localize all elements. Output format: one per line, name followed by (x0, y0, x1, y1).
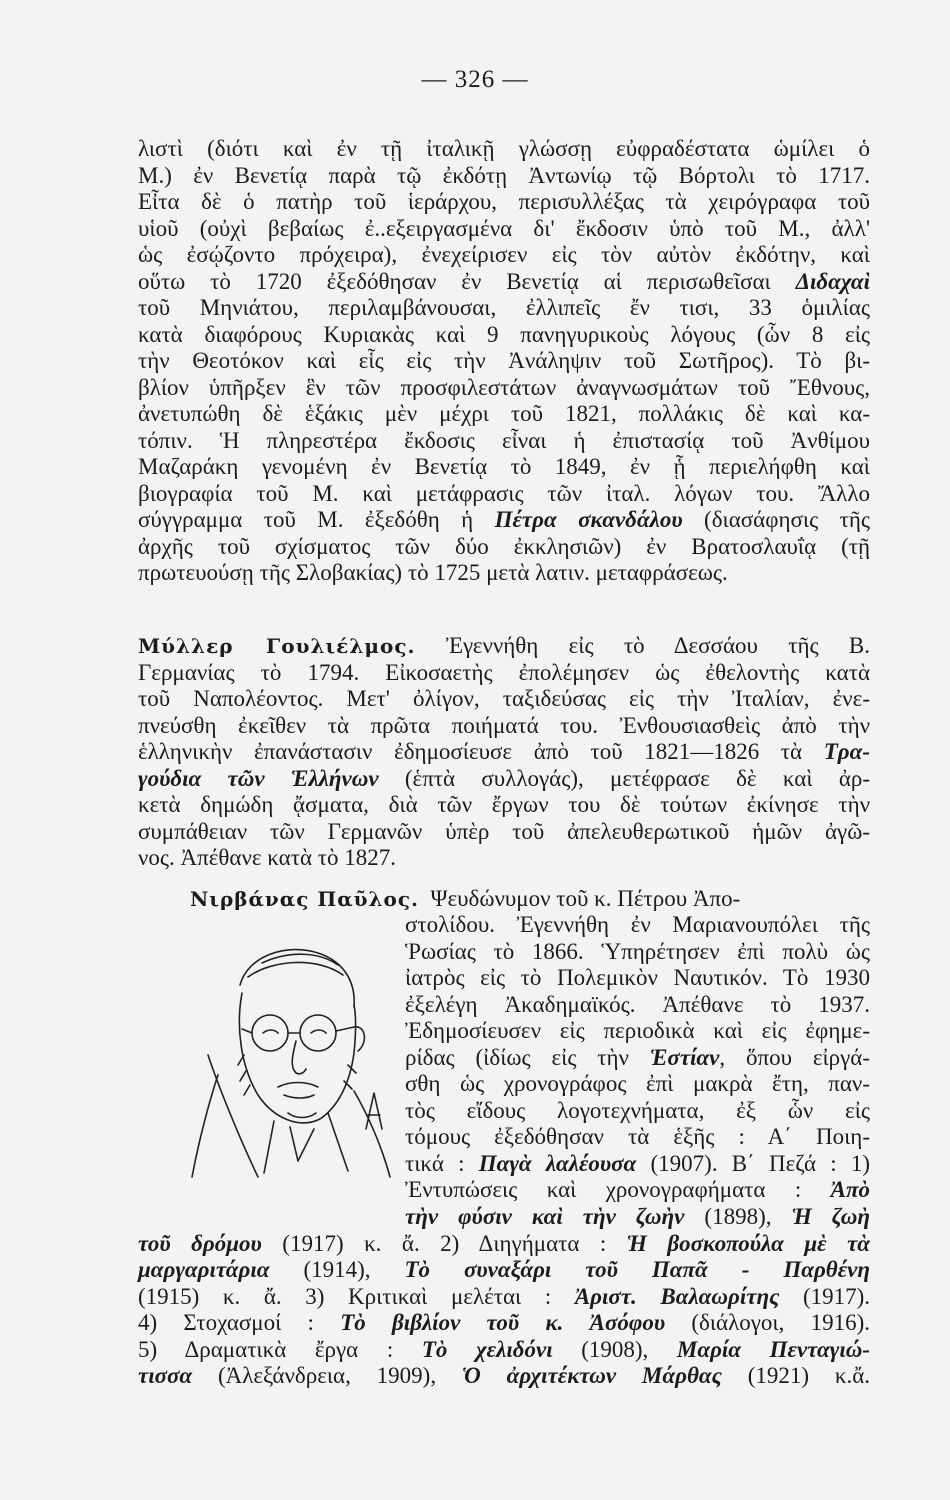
text-line: ἰατρὸς εἰς τὸ Πολεμικὸν Ναυτικόν. Τὸ 1930 (405, 965, 870, 990)
text-line (138, 269, 870, 296)
text-line: λιστὶ (διότι καὶ ἐν τῇ ἰταλικῇ γλώσσῃ εὐφραδέστατα ὡμίλει ὁ (138, 136, 870, 161)
text-line (138, 766, 870, 793)
text-segment: οὕτω τὸ 1720 ἐξεδόθησαν ἐν Βενετίᾳ αἱ περισωθεῖσαι (138, 268, 771, 294)
text-segment: (1908), (581, 1336, 649, 1362)
text-line (405, 1045, 870, 1072)
text-segment: (διάλογοι, 1916). (691, 1310, 871, 1335)
text-line: τόπιν. Ἡ πληρεστέρα ἔκδοσις εἶναι ἡ ἐπιστασίᾳ τοῦ Ἀνθίμου (138, 427, 870, 453)
text-segment: τικά : (405, 1150, 465, 1176)
title-ton-ellinon: γούδια τῶν Ἑλλήνων (138, 765, 379, 791)
text-line: τοῦ Μηνιάτου, περιλαμβάνουσαι, ἐλλιπεῖς ἔν τισι, 33 ὁμιλίας (138, 295, 870, 320)
title-didachai: Διδαχαὶ (795, 268, 870, 294)
text-segment: 5) Δραματικὰ ἔργα : (138, 1336, 394, 1362)
text-segment: (Ἀλεξάνδρεια, 1909), (217, 1363, 437, 1388)
title-voskopoula: Ἡ βοσκοπούλα μὲ τὰ (626, 1230, 871, 1256)
text-line: ἀνετυπώθη δὲ ἑξάκις μὲν μέχρι τοῦ 1821, πολλάκις δὲ καὶ κα- (138, 401, 870, 426)
text-line (138, 1363, 870, 1390)
title-i-zoi: Ἡ ζωὴ (791, 1204, 871, 1229)
title-synaxari: Τὸ συναξάρι τοῦ Παπᾶ - Παρθένη (404, 1257, 871, 1282)
text-segment: Ἐγεννήθη εἰς τὸ Δεσσάου τῆς Β. (445, 633, 871, 658)
text-segment: ρίδας (ἰδίως εἰς τὴν (405, 1044, 629, 1070)
title-valaoritis: Ἀριστ. Βαλαωρίτης (574, 1283, 780, 1309)
text-line: Μαζαράκη γενομένη ἐν Βενετίᾳ τὸ 1849, ἐν ᾗ περιελήφθη καὶ (138, 454, 870, 479)
text-line: υἱοῦ (οὐχὶ βεβαίως ἐ..εξειργασμένα δι' ἔκδοσιν ὑπὸ τοῦ Μ., ἀλλ' (138, 215, 870, 241)
title-petra-skandalou: Πέτρα σκανδάλου (494, 507, 683, 532)
text-line (138, 1257, 870, 1284)
text-line: ὡς ἐσῴζοντο πρόχειρα), ἐνεχείρισεν εἰς τὸν αὐτὸν ἐκδότην, καὶ (138, 242, 870, 267)
text-line: τὸς εἴδους λογοτεχνήματα, ἐξ ὧν εἰς (405, 1097, 870, 1123)
text-line: τὴν Θεοτόκον καὶ εἷς εἰς τὴν Ἀνάληψιν τοῦ Σωτῆρος). Τὸ βι- (138, 348, 870, 373)
text-line (405, 1177, 870, 1204)
text-segment: 4) Στοχασμοί : (138, 1310, 314, 1335)
minatis-entry-continuation (138, 136, 870, 587)
text-line: βιογραφία τοῦ Μ. καὶ μετάφρασις τῶν ἰταλ. λόγων του. Ἄλλο (138, 480, 870, 506)
title-estia: Ἑστίαν (649, 1044, 720, 1070)
page-number: — 326 — (421, 66, 529, 93)
title-tissa: τισσα (138, 1363, 193, 1388)
entry-heading-nirvanas: Νιρβάνας Παῦλος. (190, 887, 419, 911)
muller-entry (138, 633, 870, 872)
title-margaritaria: μαργαριτάρια (138, 1257, 270, 1282)
nirvanas-entry-right-column (405, 912, 870, 1204)
text-line: πνεύσθη ἐκεῖθεν τὰ πρῶτα ποιήματά του. Ἐνθουσιασθεὶς ἀπὸ τὴν (138, 712, 870, 738)
text-line: ἐξελέγη Ἀκαδημαϊκός. Ἀπέθανε τὸ 1937. (405, 991, 870, 1017)
text-segment: (1914), (303, 1257, 371, 1282)
text-line (138, 739, 870, 766)
text-segment: (1917). (802, 1283, 871, 1309)
text-segment: , ὅπου εἰργά- (719, 1044, 871, 1070)
text-line: Μ.) ἐν Βενετίᾳ παρὰ τῷ ἐκδότῃ Ἀντωνίῳ τῷ Βόρτολι τὸ 1717. (138, 162, 870, 188)
text-line: ἀρχῆς τοῦ σχίσματος τῶν δύο ἐκκλησιῶν) ἐν Βρατοσλαυΐᾳ (τῇ (138, 533, 870, 559)
text-line: Ἐδημοσίευσεν εἰς περιοδικὰ καὶ εἰς ἐφημε- (405, 1018, 870, 1043)
nirvanas-entry-bibliography (138, 1204, 870, 1390)
nirvanas-heading-line (190, 886, 740, 913)
text-segment: Ψευδώνυμον τοῦ κ. Πέτρου Ἀπο- (430, 886, 741, 911)
text-line: βλίον ὑπῆρξεν ἓν τῶν προσφιλεστάτων ἀναγνωσμάτων τοῦ Ἔθνους, (138, 374, 870, 400)
text-line (405, 1151, 870, 1178)
text-segment: σύγγραμμα τοῦ Μ. ἐξεδόθη ἡ (138, 507, 474, 532)
text-line: τοῦ Ναπολέοντος. Μετ' ὀλίγον, ταξιδεύσας εἰς τὴν Ἰταλίαν, ἐνε- (138, 686, 870, 711)
text-line: σθη ὡς χρονογράφος ἐπὶ μακρὰ ἔτη, παν- (405, 1071, 870, 1096)
text-line (138, 1337, 870, 1364)
text-segment: (διασάφησις τῆς (682, 507, 870, 532)
title-tou-dromou: τοῦ δρόμου (138, 1230, 262, 1256)
text-line: νος. Ἀπέθανε κατὰ τὸ 1827. (138, 845, 396, 870)
title-maria: Μαρία Πενταγιώ- (676, 1336, 871, 1362)
text-segment: Ἐντυπώσεις καὶ χρονογραφήματα : (405, 1177, 802, 1202)
text-line (138, 633, 870, 660)
title-chelidoni: Τὸ χελιδόνι (421, 1336, 553, 1362)
text-line: στολίδου. Ἐγεννήθη ἐν Μαριανουπόλει τῆς (405, 912, 870, 937)
text-line (138, 1204, 870, 1231)
title-vivlion: Τὸ βιβλίον τοῦ κ. Ἀσόφου (340, 1310, 666, 1335)
text-line: Ῥωσίας τὸ 1866. Ὑπηρέτησεν ἐπὶ πολὺ ὡς (405, 938, 870, 964)
title-architekton: Ὁ ἀρχιτέκτων Μάρθας (461, 1363, 722, 1388)
title-paga-laleousa: Παγὰ λαλέουσα (478, 1150, 637, 1176)
text-segment: (ἑπτὰ συλλογάς), μετέφρασε δὲ καὶ ἀρ- (404, 765, 870, 791)
text-line (138, 507, 870, 534)
text-line (138, 1284, 870, 1311)
text-segment: (1917) κ. ἄ. 2) Διηγήματα : (282, 1230, 607, 1256)
text-line: πρωτευούσῃ τῆς Σλοβακίας) τὸ 1725 μετὰ λατιν. μεταφράσεως. (138, 560, 728, 585)
text-line: κετὰ δημώδη ᾄσματα, διὰ τῶν ἔργων του δὲ τούτων ἐκίνησε τὴν (138, 792, 870, 817)
text-segment: ἑλληνικὴν ἐπανάστασιν ἐδημοσίευσε ἀπὸ τοῦ 1821—1826 τὰ (138, 739, 803, 764)
title-tin-fysin: τὴν φύσιν καὶ τὴν ζωὴν (405, 1204, 685, 1229)
title-tragoudia: Τρα- (823, 739, 870, 764)
text-line (138, 1310, 870, 1337)
text-line: τόμους ἐξεδόθησαν τὰ ἑξῆς : Α΄ Ποιη- (405, 1124, 870, 1149)
text-segment: (1907). Β΄ Πεζά : 1) (636, 1150, 870, 1176)
text-line: συμπάθειαν τῶν Γερμανῶν ὑπὲρ τοῦ ἀπελευθερωτικοῦ ἡμῶν ἀγῶ- (138, 818, 870, 844)
text-line (138, 1231, 870, 1258)
sketch-portrait-icon (178, 915, 403, 1183)
text-segment: (1921) κ.ἄ. (747, 1363, 870, 1388)
text-segment: (1898), (704, 1204, 772, 1229)
title-apo: Ἀπὸ (830, 1177, 871, 1202)
text-line: Εἶτα δὲ ὁ πατὴρ τοῦ ἱεράρχου, περισυλλέξας τὰ χειρόγραφα τοῦ (138, 189, 870, 214)
text-segment: (1915) κ. ἄ. 3) Κριτικαὶ μελέται : (138, 1283, 552, 1309)
entry-heading-muller: Μύλλερ Γουλιέλμος. (138, 634, 416, 658)
text-line: Γερμανίας τὸ 1794. Εἰκοσαετὴς ἐπολέμησεν ὡς ἐθελοντὴς κατὰ (138, 659, 870, 685)
text-line: κατὰ διαφόρους Κυριακὰς καὶ 9 πανηγυρικοὺς λόγους (ὧν 8 εἰς (138, 321, 870, 347)
